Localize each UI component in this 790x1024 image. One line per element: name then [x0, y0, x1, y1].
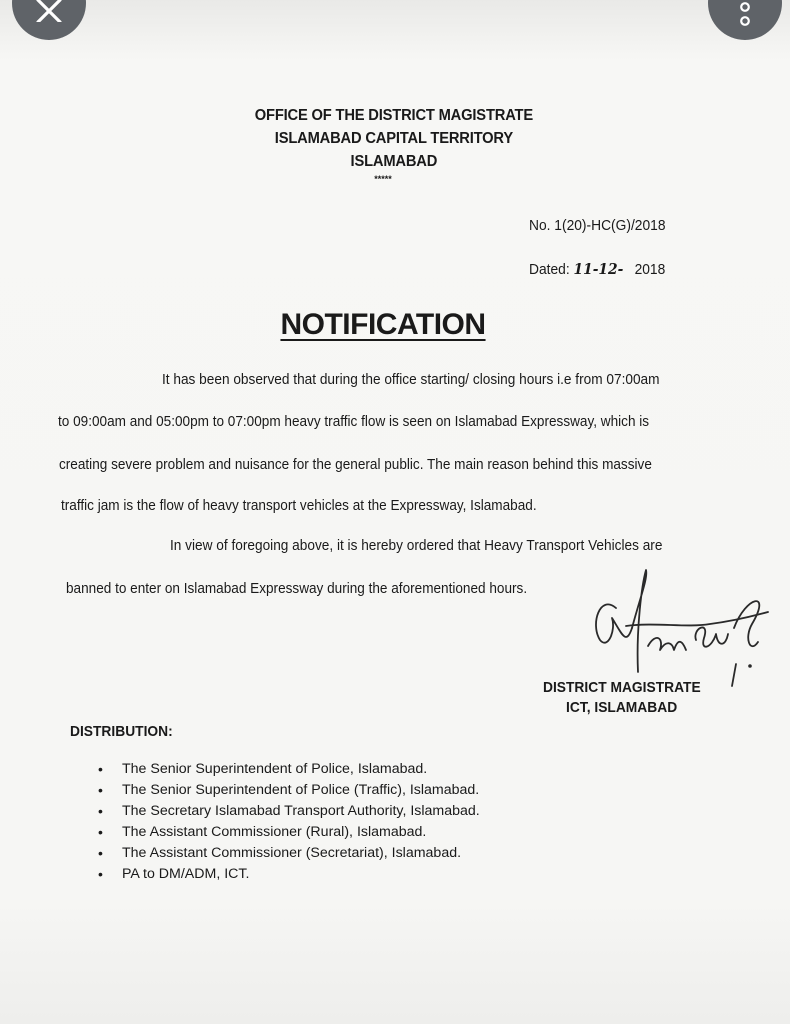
signatory-title: DISTRICT MAGISTRATE	[543, 679, 701, 696]
dated-year: 2018	[634, 261, 666, 278]
page-title: NOTIFICATION	[280, 308, 486, 341]
close-button[interactable]	[12, 0, 86, 40]
letterhead-office: OFFICE OF THE DISTRICT MAGISTRATE	[254, 107, 534, 124]
paragraph-1-line-1: It has been observed that during the office starting/ closing hours i.e from 07:00am	[162, 371, 660, 388]
list-item: • The Secretary Islamabad Transport Authority, Islamabad.	[98, 803, 480, 819]
more-options-button[interactable]	[708, 0, 782, 40]
list-item: • The Senior Superintendent of Police, Islamabad.	[98, 761, 428, 777]
letterhead-territory: ISLAMABAD CAPITAL TERRITORY	[274, 130, 513, 147]
signature	[586, 568, 776, 688]
paragraph-1-line-2: to 09:00am and 05:00pm to 07:00pm heavy traffic flow is seen on Islamabad Expressway, which is	[58, 413, 650, 430]
paragraph-1-line-4: traffic jam is the flow of heavy transport vehicles at the Expressway, Islamabad.	[61, 497, 537, 514]
list-item: • The Senior Superintendent of Police (Traffic), Islamabad.	[98, 782, 480, 798]
paragraph-2-line-1: In view of foregoing above, it is hereby ordered that Heavy Transport Vehicles are	[170, 537, 663, 554]
dated-handwritten: 11-12-	[573, 260, 624, 278]
letterhead-stars: *****	[374, 174, 392, 184]
signatory-office: ICT, ISLAMABAD	[566, 699, 678, 716]
letterhead-city: ISLAMABAD	[350, 153, 438, 170]
distribution-list	[98, 759, 480, 885]
list-item: • PA to DM/ADM, ICT.	[98, 866, 250, 882]
distribution-heading: DISTRIBUTION:	[70, 723, 173, 740]
paragraph-2-line-2: banned to enter on Islamabad Expressway during the aforementioned hours.	[66, 580, 528, 597]
more-vertical-icon	[738, 0, 752, 34]
close-icon	[35, 0, 63, 22]
paragraph-1-line-3: creating severe problem and nuisance for the general public. The main reason behind this massive	[59, 456, 652, 473]
reference-number: No. 1(20)-HC(G)/2018	[529, 217, 666, 234]
list-item: • The Assistant Commissioner (Rural), Islamabad.	[98, 824, 427, 840]
reference-date	[529, 260, 665, 278]
dated-label: Dated:	[529, 261, 570, 278]
list-item: • The Assistant Commissioner (Secretariat), Islamabad.	[98, 845, 462, 861]
